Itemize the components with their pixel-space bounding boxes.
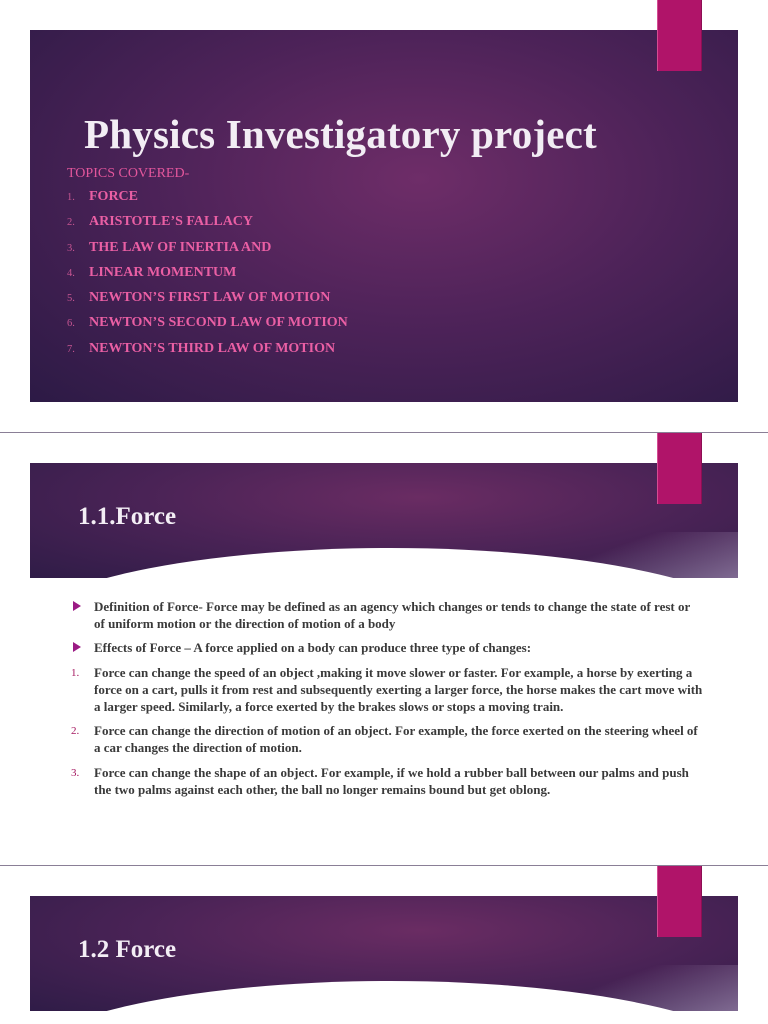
topic-text: ARISTOTLE’S FALLACY — [89, 214, 254, 230]
slide-header-banner — [30, 463, 738, 578]
topic-number: 5. — [67, 293, 75, 305]
topic-item — [67, 341, 348, 366]
topic-text: FORCE — [89, 189, 138, 204]
topic-number: 1. — [67, 192, 75, 203]
list-item — [73, 764, 703, 798]
slide-2-content — [73, 598, 703, 805]
topics-heading: TOPICS COVERED- — [67, 166, 190, 181]
topic-text: NEWTON’S FIRST LAW OF MOTION — [89, 290, 331, 306]
topic-item — [67, 315, 348, 340]
item-number: 2. — [71, 725, 80, 738]
slide-1 — [0, 0, 768, 432]
item-text: Force can change the shape of an object. For example, if we hold a rubber ball between our palms and push the two palms against each other, the ball no longer remains bound but get oblong. — [94, 764, 689, 797]
topic-text: NEWTON’S THIRD LAW OF MOTION — [89, 340, 336, 356]
topic-item — [67, 290, 348, 315]
list-item — [73, 722, 703, 756]
triangle-bullet-icon — [73, 642, 81, 652]
topic-text: LINEAR MOMENTUM — [89, 264, 237, 280]
topic-text: THE LAW OF INERTIA AND — [89, 239, 272, 255]
item-text: Effects of Force – A force applied on a body can produce three type of changes: — [94, 640, 532, 656]
topic-item — [67, 189, 348, 214]
item-text: Force can change the speed of an object ,making it move slower or faster. For example, a horse by exerting a force on a cart, pulls it from rest and subsequently exerting a larger force, the horse makes the cart move with a larger speed. Similarly, a force exerted by the brakes slows or stops a moving train. — [94, 664, 703, 715]
item-text: Force can change the direction of motion of an object. For example, the force exerted on the steering wheel of a car changes the direction of motion. — [94, 723, 698, 756]
slide-3 — [0, 866, 768, 1024]
topic-number: 6. — [67, 318, 75, 330]
item-number: 3. — [71, 766, 80, 779]
list-item — [73, 639, 703, 656]
slide-header-banner — [30, 896, 738, 1011]
topic-number: 2. — [67, 217, 75, 229]
topic-text: NEWTON’S SECOND LAW OF MOTION — [89, 315, 348, 331]
topic-item — [67, 240, 348, 265]
slide-title: Physics Investigatory project — [84, 111, 597, 157]
topics-list — [67, 189, 348, 366]
accent-bar — [657, 0, 702, 71]
slide-heading: 1.2 Force — [78, 936, 177, 963]
item-number: 1. — [71, 666, 80, 679]
topic-item — [67, 265, 348, 290]
slide-heading: 1.1.Force — [78, 503, 177, 530]
triangle-bullet-icon — [73, 601, 81, 611]
item-text: Definition of Force- Force may be defined as an agency which changes or tends to change the state of rest or of uniform motion or the direction of motion of a body — [94, 599, 691, 632]
topic-item — [67, 214, 348, 239]
accent-bar — [657, 433, 702, 504]
list-item — [73, 598, 703, 632]
topic-number: 3. — [67, 242, 75, 254]
topic-number: 7. — [67, 343, 75, 355]
accent-bar — [657, 866, 702, 937]
list-item — [73, 664, 703, 716]
topic-number: 4. — [67, 267, 75, 279]
